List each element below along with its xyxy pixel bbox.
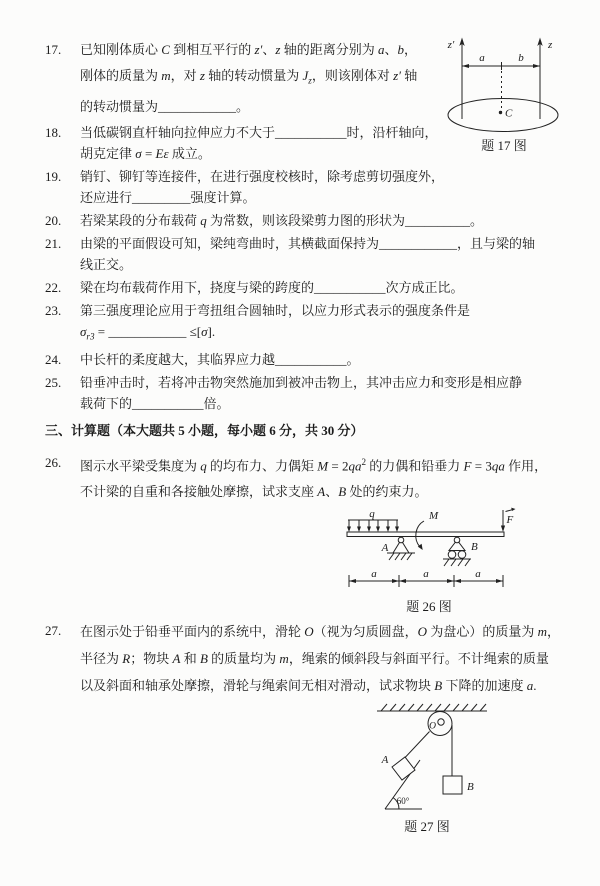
block-b-label: B: [467, 780, 474, 793]
question-22-body: [80, 277, 464, 298]
support-a-label: A: [381, 541, 389, 554]
question-27: [45, 618, 590, 699]
question-27-line-1: 在图示处于铅垂平面内的系统中，滑轮 O（视为匀质圆盘，O 为盘心）的质量为 m，: [80, 623, 560, 639]
block-a: [392, 757, 415, 780]
moment-m-label: M: [429, 509, 439, 522]
pin-support-a: [387, 537, 415, 560]
question-25-line-1: 铅垂冲击时，若将冲击物突然施加到被冲击物上，其冲击应力和变形是相应静: [80, 375, 523, 391]
disc-ellipse: [448, 99, 558, 132]
question-24-number: 24.: [45, 352, 62, 368]
question-24-body: [80, 349, 360, 370]
question-25-number: 25.: [45, 375, 62, 391]
question-17-line-1: 已知刚体质心 C 到相互平行的 z′、z 轴的距离分别为 a、b，: [80, 42, 417, 57]
question-21-number: 21.: [45, 235, 62, 251]
dimension-b-label: b: [518, 52, 524, 64]
figure-26-beam-diagram: [345, 506, 570, 618]
question-27-line-3: 以及斜面和轴承处摩擦，滑轮与绳索间无相对滑动，试求物块 B 下降的加速度 a.: [80, 677, 537, 693]
question-21-line-1: 由梁的平面假设可知，梁纯弯曲时，其横截面保持为____________，且与梁的轴: [80, 235, 536, 251]
question-27-line-2: 半径为 R；物块 A 和 B 的质量均为 m，绳索的倾斜段与斜面平行。不计绳索的质量: [80, 650, 549, 666]
question-25-body: [80, 372, 522, 414]
question-18-line-1: 当低碳钢直杆轴向拉伸应力不大于___________时，沿杆轴向，: [80, 124, 438, 140]
z-prime-label: z′: [447, 39, 455, 51]
question-20: [45, 210, 590, 231]
load-q-label: q: [369, 507, 375, 520]
question-17-line-2: 刚体的质量为 m，对 z 轴的转动惯量为 $J_z$，则该刚体对 z′ 轴: [80, 68, 418, 86]
question-20-line-1: 若梁某段的分布载荷 q 为常数，则该段梁剪力图的形状为__________。: [80, 212, 484, 228]
dimension-a1-label: a: [371, 567, 377, 580]
question-19-body: [80, 166, 444, 208]
roller-support-b: [443, 537, 471, 566]
pulley-o-label: O: [429, 721, 436, 732]
centroid-c-label: C: [505, 107, 513, 120]
block-b: [443, 776, 462, 794]
question-18-line-2: 胡克定律 σ = Eε 成立。: [80, 145, 211, 161]
question-17-body: [80, 37, 417, 120]
question-21-line-2: 线正交。: [80, 256, 133, 272]
question-17-line-3: 的转动惯量为____________。: [80, 98, 250, 114]
dimension-a2-label: a: [423, 567, 429, 580]
question-22-line-1: 梁在均布载荷作用下，挠度与梁的跨度的___________次方成正比。: [80, 279, 464, 295]
question-19: [45, 166, 590, 208]
question-25-line-2: 载荷下的___________倍。: [80, 396, 230, 412]
question-25: [45, 372, 590, 414]
question-19-line-1: 销钉、铆钉等连接件，在进行强度校核时，除考虑剪切强度外，: [80, 168, 445, 184]
question-27-number: 27.: [45, 622, 62, 638]
question-23-formula: $\sigma_{r3}$ = ____________ ≤[σ].: [80, 323, 216, 342]
question-26-line-1: 图示水平梁受集度为 q 的均布力、力偶矩 $M = 2qa^2$ 的力偶和铅垂力 F = 3qa 作用，: [80, 457, 548, 474]
question-21-body: [80, 233, 535, 275]
question-22-number: 22.: [45, 279, 62, 295]
question-18-number: 18.: [45, 124, 62, 140]
figure-17-caption: 题 17 图: [481, 138, 527, 153]
figure-27-caption: 题 27 图: [404, 818, 450, 834]
support-b-label: B: [471, 540, 478, 553]
centroid-point: [499, 111, 502, 114]
dimension-a3-label: a: [475, 567, 481, 580]
question-18-body: [80, 122, 438, 164]
dimension-a-label: a: [479, 52, 485, 64]
question-23-body: [80, 300, 470, 348]
block-a-label: A: [381, 753, 389, 766]
question-22: [45, 277, 590, 298]
question-23-number: 23.: [45, 302, 62, 318]
force-f-label: F: [506, 513, 514, 526]
question-23: [45, 300, 590, 348]
question-26-number: 26.: [45, 455, 62, 471]
question-26-line-2: 不计梁的自重和各接触处摩擦，试求支座 A、B 处的约束力。: [80, 483, 428, 499]
question-26-body: [80, 450, 547, 503]
distributed-load-arrows: [347, 520, 399, 532]
question-26: [45, 450, 590, 503]
question-19-number: 19.: [45, 168, 62, 184]
moment-arc: [416, 521, 424, 547]
figure-17-axes-diagram: [443, 33, 600, 160]
figure-27-pulley-diagram: [370, 702, 502, 838]
beam: [347, 532, 504, 537]
question-24: [45, 349, 590, 370]
question-19-line-2: 还应进行_________强度计算。: [80, 189, 256, 205]
question-17-number: 17.: [45, 42, 62, 57]
ceiling-hatching: [381, 704, 486, 711]
question-23-line-1: 第三强度理论应用于弯扭组合圆轴时，以应力形式表示的强度条件是: [80, 302, 471, 318]
question-24-line-1: 中长杆的柔度越大，其临界应力越___________。: [80, 352, 360, 368]
angle-60-label: 60°: [396, 795, 410, 806]
question-20-body: [80, 210, 483, 231]
figure-26-caption: 题 26 图: [406, 598, 452, 614]
section-header-calculation: 三、计算题（本大题共 5 小题，每小题 6 分，共 30 分）: [45, 423, 364, 439]
z-label: z: [548, 39, 553, 51]
question-27-body: [80, 618, 560, 699]
question-21: [45, 233, 590, 275]
question-20-number: 20.: [45, 212, 62, 228]
